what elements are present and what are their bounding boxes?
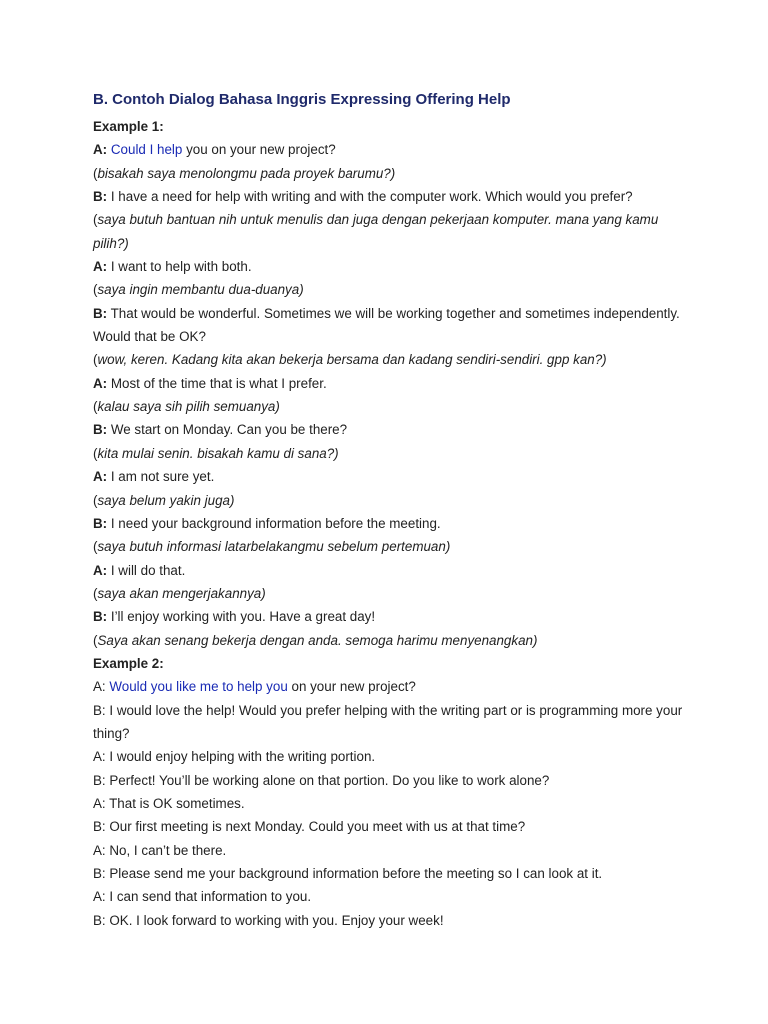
- translation-line: (Saya akan senang bekerja dengan anda. semoga harimu menyenangkan): [93, 632, 538, 648]
- dialog-line: B: Our first meeting is next Monday. Could you meet with us at that time?: [93, 819, 526, 835]
- dialog-text: That would be wonderful. Sometimes we will be working together and sometimes independently. Would that be OK?: [93, 305, 680, 345]
- example-2-heading: Example 2:: [93, 655, 164, 671]
- translation-text: saya butuh bantuan nih untuk menulis dan juga dengan pekerjaan komputer. mana yang kamu pilih?): [93, 212, 659, 251]
- speaker-label: A:: [93, 679, 110, 695]
- dialog-text: I need your background information before the meeting.: [107, 515, 441, 531]
- translation-line: (saya belum yakin juga): [93, 492, 235, 508]
- speaker-label: A:: [93, 142, 108, 158]
- translation-text: saya ingin membantu dua-duanya): [97, 282, 304, 298]
- dialog-text: I want to help with both.: [107, 259, 252, 275]
- dialog-line: B: OK. I look forward to working with you. Enjoy your week!: [93, 912, 444, 928]
- speaker-label: A:: [93, 562, 108, 578]
- speaker-label: A:: [93, 259, 108, 275]
- dialog-line: [93, 138, 693, 161]
- highlight-phrase: Would you like me to help you: [109, 679, 288, 695]
- speaker-label: A:: [93, 375, 108, 391]
- translation-text: Saya akan senang bekerja dengan anda. semoga harimu menyenangkan): [97, 632, 538, 648]
- dialog-line: [93, 465, 693, 488]
- speaker-label: B:: [93, 305, 108, 321]
- dialog-text: I’ll enjoy working with you. Have a great day!: [107, 609, 376, 625]
- translation-text: saya belum yakin juga): [97, 492, 235, 508]
- translation-line: (saya butuh informasi latarbelakangmu sebelum pertemuan): [93, 539, 451, 555]
- dialog-text: I have a need for help with writing and with the computer work. Which would you prefer?: [107, 189, 633, 205]
- translation-line: (saya butuh bantuan nih untuk menulis dan juga dengan pekerjaan komputer. mana yang kamu pilih?): [93, 212, 659, 251]
- translation-line: (bisakah saya menolongmu pada proyek barumu?): [93, 165, 396, 181]
- speaker-label: B:: [93, 422, 108, 438]
- dialog-line: [93, 185, 693, 208]
- dialog-line: A: I can send that information to you.: [93, 889, 312, 905]
- example-1-heading: Example 1:: [93, 119, 164, 134]
- translation-line: (saya ingin membantu dua-duanya): [93, 282, 304, 298]
- translation-text: kita mulai senin. bisakah kamu di sana?): [97, 445, 339, 461]
- translation-line: (kita mulai senin. bisakah kamu di sana?): [93, 445, 339, 461]
- document-page: [93, 90, 693, 932]
- translation-text: saya butuh informasi latarbelakangmu sebelum pertemuan): [97, 539, 451, 555]
- document-title: B. Contoh Dialog Bahasa Inggris Expressing Offering Help: [93, 91, 511, 108]
- dialog-line: [93, 372, 693, 395]
- speaker-label: A:: [93, 469, 108, 485]
- dialog-line: [93, 255, 693, 278]
- dialog-text: Most of the time that is what I prefer.: [107, 375, 327, 391]
- translation-line: (kalau saya sih pilih semuanya): [93, 399, 280, 415]
- dialog-line: [93, 605, 693, 628]
- speaker-label: B:: [93, 515, 108, 531]
- translation-text: bisakah saya menolongmu pada proyek barumu?): [97, 165, 396, 181]
- translation-text: wow, keren. Kadang kita akan bekerja bersama dan kadang sendiri-sendiri. gpp kan?): [97, 352, 607, 368]
- dialog-line: B: I would love the help! Would you prefer helping with the writing part or is programming more your thing?: [93, 702, 683, 741]
- dialog-line: [93, 418, 693, 441]
- dialog-line: [93, 302, 693, 349]
- dialog-line: [93, 512, 693, 535]
- dialog-line: [93, 559, 693, 582]
- dialog-line: B: Please send me your background information before the meeting so I can look at it.: [93, 866, 603, 881]
- dialog-line: B: Perfect! You’ll be working alone on that portion. Do you like to work alone?: [93, 772, 550, 788]
- dialog-text: I will do that.: [107, 562, 186, 578]
- highlight-phrase: Could I help: [110, 142, 183, 158]
- dialog-line: [93, 675, 693, 698]
- translation-line: (saya akan mengerjakannya): [93, 585, 266, 601]
- speaker-label: B:: [93, 189, 108, 205]
- dialog-text: on your new project?: [287, 679, 416, 695]
- speaker-label: B:: [93, 609, 108, 625]
- translation-line: (wow, keren. Kadang kita akan bekerja bersama dan kadang sendiri-sendiri. gpp kan?): [93, 352, 607, 368]
- dialog-line: A: That is OK sometimes.: [93, 795, 245, 811]
- dialog-line: A: I would enjoy helping with the writing portion.: [93, 749, 376, 765]
- translation-text: saya akan mengerjakannya): [97, 585, 266, 601]
- dialog-line: A: No, I can’t be there.: [93, 842, 227, 858]
- dialog-text: I am not sure yet.: [107, 469, 215, 485]
- dialog-text: We start on Monday. Can you be there?: [107, 422, 348, 438]
- dialog-text: you on your new project?: [182, 142, 336, 158]
- translation-text: kalau saya sih pilih semuanya): [97, 399, 280, 415]
